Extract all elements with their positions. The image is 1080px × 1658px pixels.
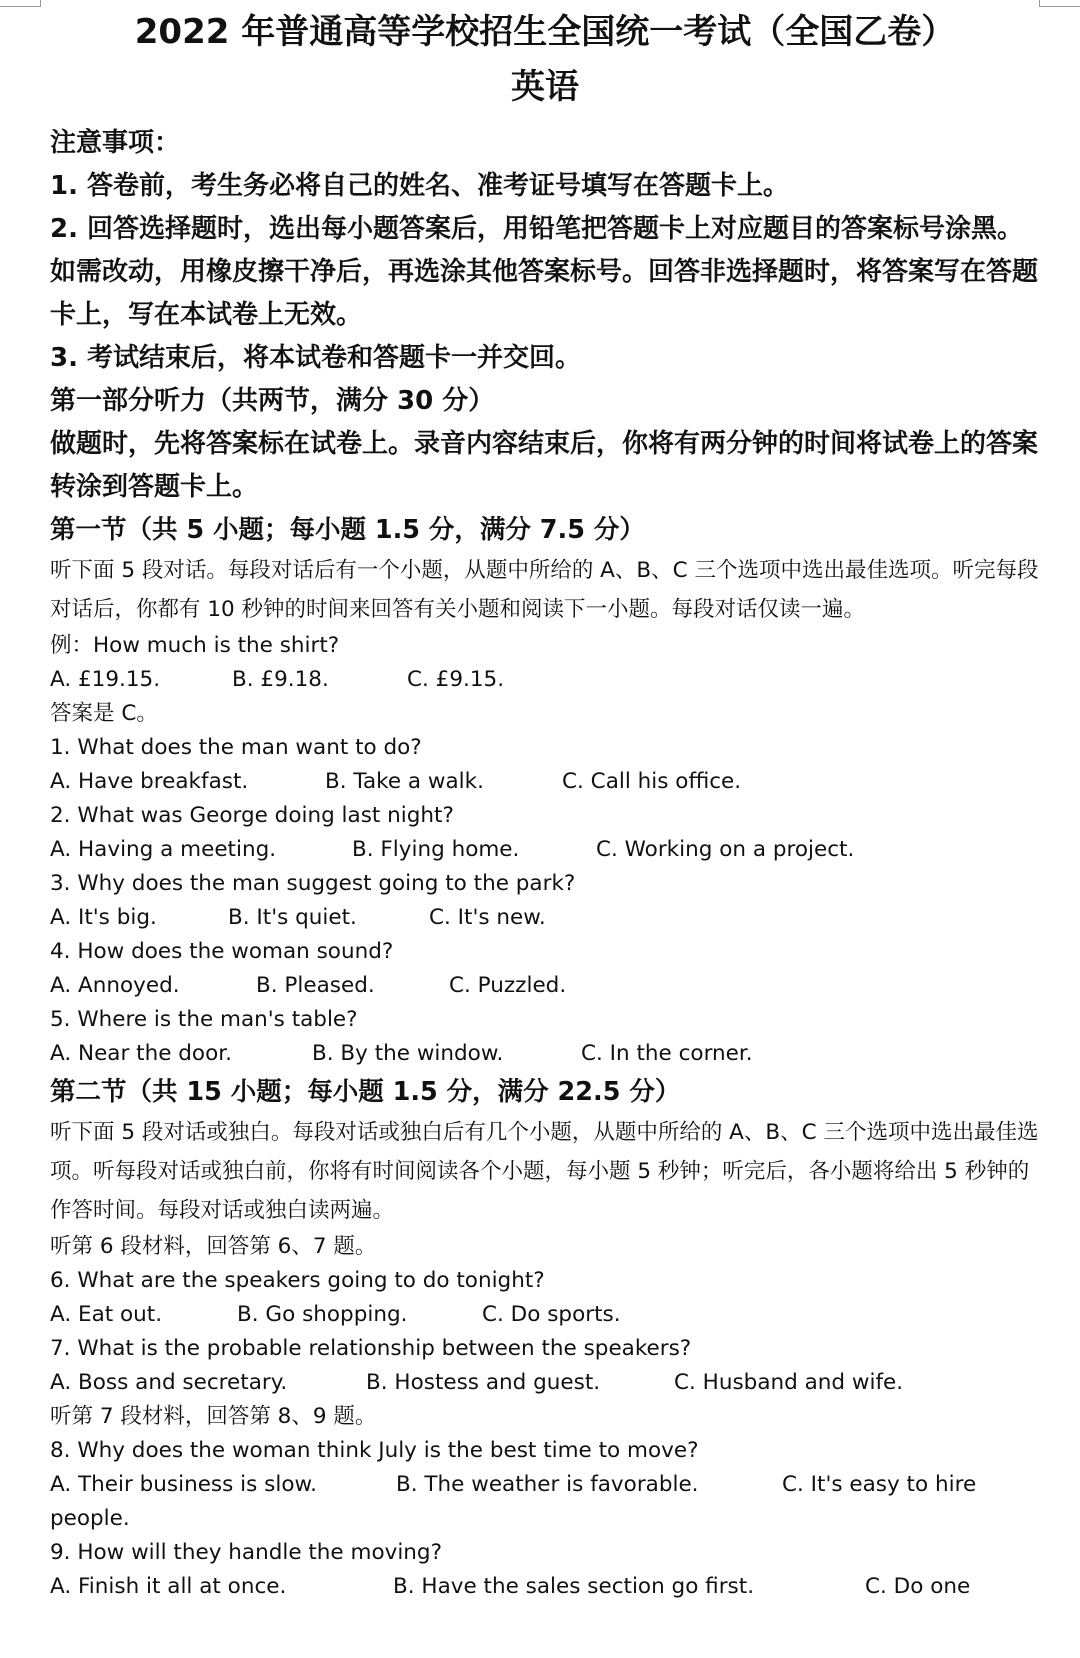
question-6: 6. What are the speakers going to do tonight? [50, 1268, 545, 1293]
crop-mark-right [1039, 0, 1080, 7]
question-9-options [50, 1570, 1040, 1604]
option: C. Do sports. [482, 1302, 621, 1327]
option: A. It's big. [50, 905, 157, 930]
part1-instruction: 做题时，先将答案标在试卷上。录音内容结束后，你将有两分钟的时间将试卷上的答案转涂到答题卡上。 [50, 429, 1039, 502]
question-8-option-continuation: people. [50, 1506, 130, 1531]
option: B. By the window. [312, 1041, 504, 1066]
option: B. Have the sales section go first. [393, 1574, 755, 1599]
option: A. Boss and secretary. [50, 1370, 288, 1395]
option: A. Finish it all at once. [50, 1574, 287, 1599]
option: A. Have breakfast. [50, 769, 249, 794]
notice-item-3: 3. 考试结束后，将本试卷和答题卡一并交回。 [50, 343, 582, 373]
option: B. Flying home. [352, 837, 520, 862]
example-answer: 答案是 C。 [50, 701, 158, 726]
question-4: 4. How does the woman sound? [50, 939, 394, 964]
question-8-options [50, 1468, 1040, 1502]
notice-heading: 注意事项： [50, 128, 181, 158]
exam-subject: 英语 [511, 67, 579, 107]
question-7-options [50, 1366, 1040, 1400]
option: C. It's new. [429, 905, 546, 930]
option: C. Do one [865, 1574, 971, 1599]
exam-title: 2022 年普通高等学校招生全国统一考试（全国乙卷） [134, 12, 956, 52]
option: C. £9.15. [407, 667, 505, 692]
option: A. Their business is slow. [50, 1472, 317, 1497]
example-options [50, 663, 1040, 697]
question-8: 8. Why does the woman think July is the best time to move? [50, 1438, 699, 1463]
option: B. The weather is favorable. [396, 1472, 699, 1497]
question-2: 2. What was George doing last night? [50, 803, 454, 828]
section2-heading: 第二节（共 15 小题；每小题 1.5 分，满分 22.5 分） [50, 1077, 681, 1107]
option: B. Take a walk. [325, 769, 484, 794]
part1-heading: 第一部分听力（共两节，满分 30 分） [50, 386, 495, 416]
option: B. Hostess and guest. [366, 1370, 601, 1395]
option: B. Pleased. [256, 973, 375, 998]
material-6-label: 听第 6 段材料，回答第 6、7 题。 [50, 1234, 377, 1259]
option: C. Working on a project. [596, 837, 855, 862]
question-3: 3. Why does the man suggest going to the park? [50, 871, 576, 896]
section1-instruction: 听下面 5 段对话。每段对话后有一个小题，从题中所给的 A、B、C 三个选项中选出最佳选项。听完每段对话后，你都有 10 秒钟的时间来回答有关小题和阅读下一小题。每段对话仅读一遍。 [50, 558, 1039, 622]
option: B. £9.18. [232, 667, 329, 692]
option: A. Having a meeting. [50, 837, 277, 862]
option: C. It's easy to hire [782, 1472, 977, 1497]
option: A. £19.15. [50, 667, 161, 692]
question-5-options [50, 1037, 1040, 1071]
question-9: 9. How will they handle the moving? [50, 1540, 442, 1565]
option: C. Husband and wife. [674, 1370, 904, 1395]
question-2-options [50, 833, 1040, 867]
question-7: 7. What is the probable relationship between the speakers? [50, 1336, 692, 1361]
option: C. In the corner. [581, 1041, 753, 1066]
option: A. Eat out. [50, 1302, 163, 1327]
crop-mark-left [0, 0, 41, 7]
option: C. Call his office. [562, 769, 742, 794]
section1-heading: 第一节（共 5 小题；每小题 1.5 分，满分 7.5 分） [50, 515, 645, 545]
question-5: 5. Where is the man's table? [50, 1007, 358, 1032]
material-7-label: 听第 7 段材料，回答第 8、9 题。 [50, 1404, 377, 1429]
question-3-options [50, 901, 1040, 935]
question-6-options [50, 1298, 1040, 1332]
question-1-options [50, 765, 1040, 799]
option: A. Near the door. [50, 1041, 232, 1066]
exam-page [50, 4, 1040, 1604]
option: B. It's quiet. [228, 905, 357, 930]
notice-item-2: 2. 回答选择题时，选出每小题答案后，用铅笔把答题卡上对应题目的答案标号涂黑。如需改动，用橡皮擦干净后，再选涂其他答案标号。回答非选择题时，将答案写在答题卡上，写在本试卷上无效。 [50, 214, 1039, 330]
option: C. Puzzled. [449, 973, 567, 998]
option: A. Annoyed. [50, 973, 180, 998]
question-4-options [50, 969, 1040, 1003]
notice-item-1: 1. 答卷前，考生务必将自己的姓名、准考证号填写在答题卡上。 [50, 171, 790, 201]
section2-instruction: 听下面 5 段对话或独白。每段对话或独白后有几个小题，从题中所给的 A、B、C 三个选项中选出最佳选项。听每段对话或独白前，你将有时间阅读各个小题，每小题 5 秒钟；听完后，各小题将给出 5 秒钟的作答时间。每段对话或独白读两遍。 [50, 1120, 1039, 1223]
example-question: 例：How much is the shirt? [50, 633, 340, 658]
option: B. Go shopping. [237, 1302, 408, 1327]
question-1: 1. What does the man want to do? [50, 735, 422, 760]
